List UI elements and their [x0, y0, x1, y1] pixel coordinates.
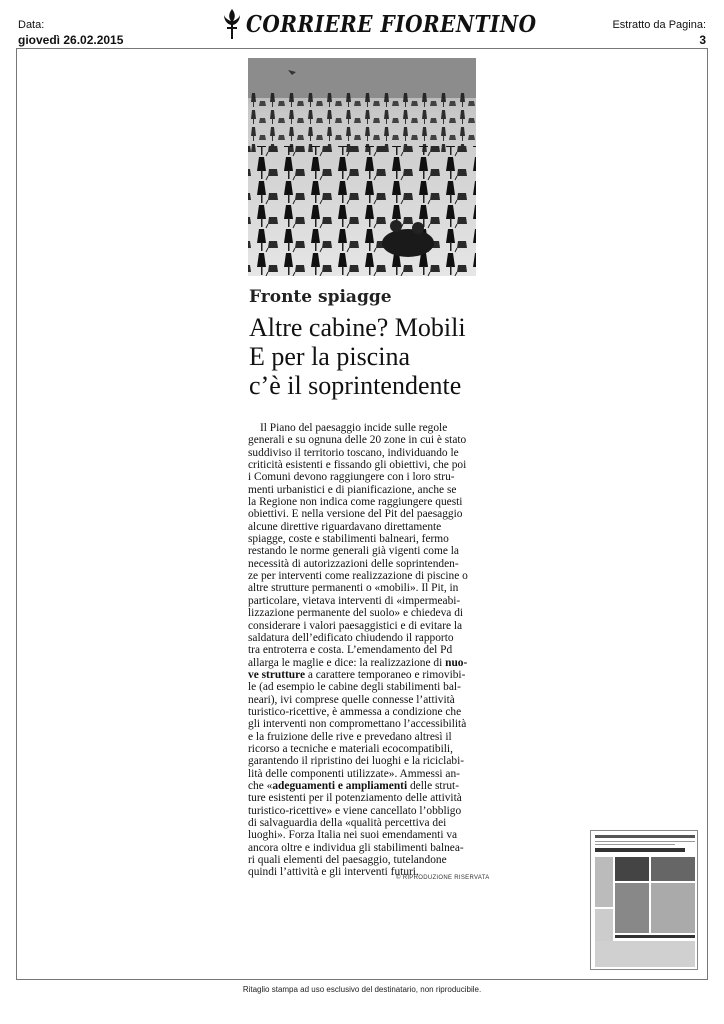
body-text-run: a carattere temporaneo e rimovibi-: [305, 668, 466, 681]
body-line: obiettivi. E nella versione del Pit del paesaggio: [248, 508, 463, 521]
article-kicker: Fronte spiagge: [249, 287, 392, 307]
body-line: tra entroterra e costa. L’emendamento del Pd: [248, 644, 453, 657]
date-value: giovedì 26.02.2015: [18, 33, 124, 47]
body-line: quindi l’attività e gli interventi futuri.: [248, 866, 419, 879]
body-line: la Regione non indica come raggiungere questi: [248, 496, 463, 509]
article-headline: [249, 313, 509, 400]
headline-line: Altre cabine? Mobili: [249, 313, 466, 342]
body-line: ze per interventi come realizzazione di piscine o: [248, 570, 468, 583]
footer-notice: Ritaglio stampa ad uso esclusivo del destinatario, non riproducibile.: [242, 985, 482, 994]
body-bold-run: ve strutture: [248, 668, 306, 681]
body-line: lità delle componenti utilizzate». Ammessi an-: [248, 767, 460, 780]
body-line: menti urbanistici e di pianificazione, anche se: [248, 483, 457, 496]
body-line: neari), ivi comprese quelle connesse l’attività: [248, 693, 455, 706]
headline-line: c’è il soprintendente: [249, 371, 462, 400]
body-line: [248, 780, 474, 792]
body-line: altre strutture permanenti o «mobili». Il Pit, in: [248, 582, 459, 595]
body-line: generali e su ognuna delle 20 zone in cui è stato: [248, 434, 467, 447]
body-text-run: (ad esempio le cabine degli stabilimenti bal-: [259, 681, 461, 694]
body-bold-run: nuo-: [445, 656, 468, 669]
body-text-run: allarga le maglie e dice: la realizzazione di: [248, 656, 446, 669]
masthead: [222, 6, 537, 42]
body-line: turistico-ricettive, è ammessa a condizione che: [248, 705, 462, 718]
body-line: restando le norme generali già vigenti come la: [248, 545, 459, 558]
body-line: lizzazione permanente del suolo» e chiedeva di: [248, 607, 464, 620]
page-block: [612, 18, 706, 48]
body-line: gli interventi non compromettano l’accessibilità: [248, 718, 467, 731]
body-line: turistico-ricettive» e viene cancellato l’obbligo: [248, 804, 462, 817]
body-line: saldatura dell’edificato chiudendo il rapporto: [248, 631, 454, 644]
headline-line: E per la piscina: [249, 342, 410, 371]
body-line: [248, 681, 474, 693]
body-line: criticità esistenti e fissando gli obiettivi, che poi: [248, 459, 467, 472]
body-text-run: le: [248, 681, 260, 694]
body-line: di salvaguardia della «qualità percettiva dei: [248, 817, 447, 829]
body-text-run: che «: [248, 779, 273, 792]
body-line: [248, 669, 474, 681]
body-line: suddiviso il territorio toscano, individuando le: [248, 446, 459, 459]
body-line: spiagge, coste e stabilimenti balneari, fermo: [248, 533, 449, 546]
body-line: luoghi». Forza Italia nei suoi emendamenti va: [248, 829, 458, 842]
date-label: Data:: [18, 19, 45, 31]
body-line: ri quali elementi del paesaggio, tutelandone: [248, 854, 447, 867]
page-label: Estratto da Pagina:: [612, 19, 706, 31]
date-block: [18, 18, 123, 48]
body-text-run: delle strut-: [407, 779, 460, 792]
body-line: i Comuni devono raggiungere con i loro stru-: [248, 471, 455, 484]
article-body: [248, 422, 474, 879]
body-line: particolare, vietava interventi di «impermeabi-: [248, 594, 461, 607]
body-bold-run: adeguamenti e ampliamenti: [272, 779, 408, 792]
body-line: garantendo il ripristino dei luoghi e la riciclabi-: [248, 755, 465, 768]
page-thumbnail-image: [591, 831, 698, 970]
masthead-title: CORRIERE FIORENTINO: [246, 10, 537, 38]
body-line: ancora oltre e individua gli stabilimenti balnea-: [248, 841, 464, 854]
beach-umbrellas-image: [248, 58, 476, 276]
body-line: ture esistenti per il potenziamento delle attività: [248, 792, 462, 805]
masthead-lily-icon: [222, 7, 242, 41]
page-number: 3: [699, 33, 706, 47]
body-line: Il Piano del paesaggio incide sulle regole: [260, 422, 448, 434]
body-line: considerare i valori paesaggistici e di evitare la: [248, 619, 463, 632]
page-thumbnail: [590, 830, 698, 970]
beach-photo: [248, 58, 476, 276]
body-line: alcune direttive riguardavano direttamente: [248, 520, 442, 533]
body-line: e la fruizione delle rive e prevedano altresì il: [248, 730, 452, 743]
body-line: [248, 657, 474, 669]
body-line: necessità di autorizzazioni delle soprintenden-: [248, 557, 459, 570]
copyright-notice: © RIPRODUZIONE RISERVATA: [396, 875, 490, 881]
body-line: ricorso a tecniche e materiali ecocompatibili,: [248, 742, 453, 755]
